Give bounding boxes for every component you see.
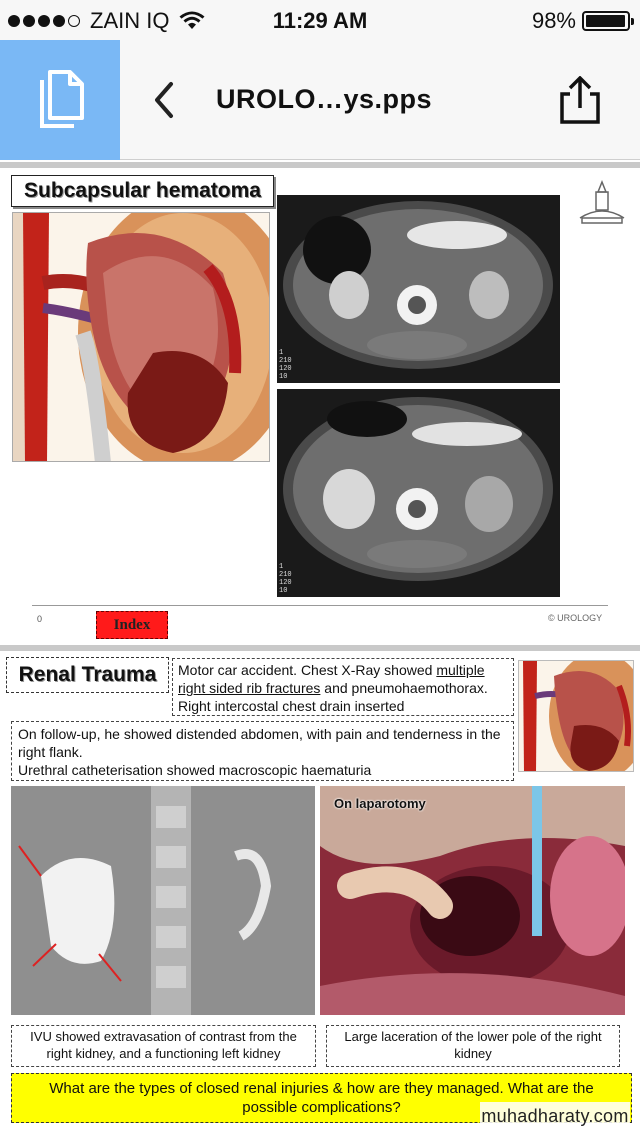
slide-title: Subcapsular hematoma	[11, 175, 274, 207]
discussion-question: What are the types of closed renal injuries & how are they managed. What are the possible complications?	[11, 1073, 632, 1123]
share-icon	[556, 76, 604, 126]
ct-scan-bottom	[277, 389, 560, 597]
ivu-xray-image	[11, 786, 315, 1015]
viewer-toolbar	[0, 40, 640, 160]
kidney-illustration	[12, 212, 270, 462]
site-watermark: muhadharaty.com	[480, 1102, 630, 1130]
slide-number: 0	[37, 614, 43, 624]
laparotomy-label: On laparotomy	[334, 796, 426, 811]
ct-scale-text: 1 210 120 10	[279, 349, 292, 381]
back-button[interactable]	[145, 78, 185, 122]
status-bar	[0, 0, 640, 40]
chevron-left-icon	[145, 78, 185, 122]
slide-title: Renal Trauma	[6, 657, 169, 693]
carrier-name: ZAIN IQ	[90, 8, 170, 33]
document-title: UROLO…ys.pps	[216, 84, 433, 114]
ivu-caption: IVU showed extravasation of contrast from the right kidney, and a functioning left kidney	[11, 1025, 316, 1067]
share-button[interactable]	[556, 76, 604, 126]
battery-status	[532, 8, 630, 34]
battery-icon	[582, 11, 630, 31]
slide-footer-divider	[32, 605, 608, 606]
slide-subcapsular-hematoma	[0, 168, 640, 644]
case-history-box: Motor car accident. Chest X-Ray showed multiple right sided rib fractures and pneumohaemothorax. Right intercostal chest drain inserted	[172, 658, 514, 716]
follow-up-box: On follow-up, he showed distended abdomen, with pain and tenderness in the right flank. Urethral catheterisation showed macroscopic haematuria	[11, 721, 514, 781]
document-icon	[34, 70, 86, 130]
ct-scan-top	[277, 195, 560, 383]
laparotomy-caption: Large laceration of the lower pole of the right kidney	[326, 1025, 620, 1067]
clock: 11:29 AM	[272, 8, 368, 33]
slide-separator	[0, 645, 640, 651]
university-logo-icon	[576, 178, 628, 226]
battery-percent: 98%	[531, 8, 576, 33]
index-button[interactable]: Index	[96, 611, 168, 639]
copyright-text: © UROLOGY	[548, 613, 603, 623]
laparotomy-photo	[320, 786, 625, 1015]
ct-scale-text: 1 210 120 10	[279, 563, 292, 595]
documents-button[interactable]	[0, 40, 120, 160]
slide-renal-trauma	[0, 652, 640, 1132]
kidney-illustration-thumbnail	[518, 660, 634, 772]
